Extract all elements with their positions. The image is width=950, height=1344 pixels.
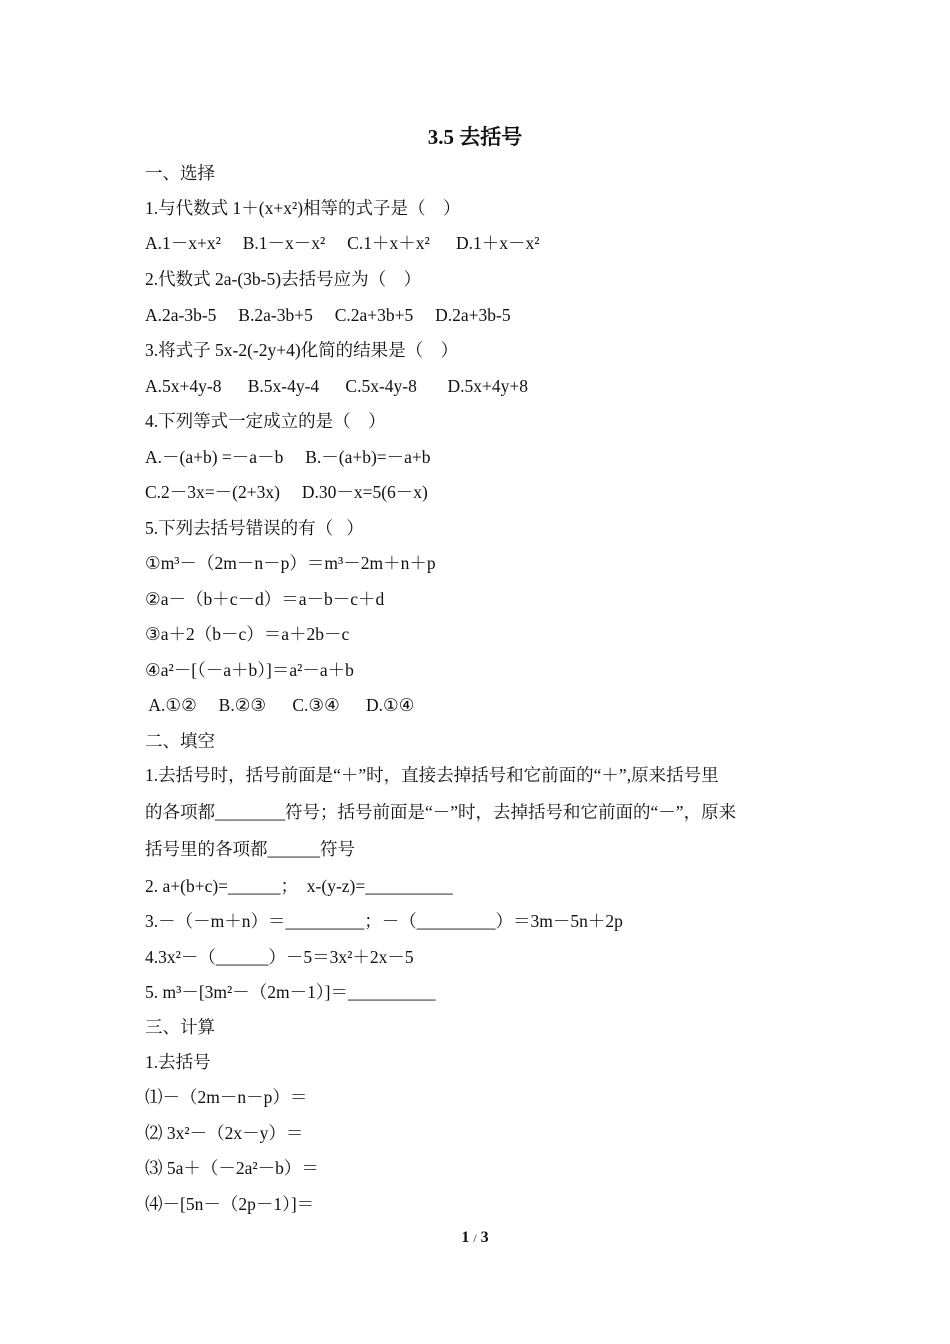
fill-1-line-3: 括号里的各项都______符号 [145, 839, 355, 859]
question-2-options: A.2a-3b-5 B.2a-3b+5 C.2a+3b+5 D.2a+3b-5 [145, 305, 511, 325]
section-heading-fill: 二、填空 [145, 731, 215, 751]
question-3: 3.将式子 5x-2(-2y+4)化简的结果是（ ） [145, 340, 459, 360]
section-heading-calc: 三、计算 [145, 1017, 215, 1037]
question-4-options-ab: A.－(a+b) =－a－b B.－(a+b)=－a+b [145, 447, 431, 467]
question-2: 2.代数式 2a-(3b-5)去括号应为（ ） [145, 269, 422, 289]
fill-5: 5. m³－[3m²－（2m－1）]＝__________ [145, 982, 436, 1002]
section-heading-choice: 一、选择 [145, 163, 215, 183]
fill-2: 2. a+(b+c)=______； x-(y-z)=__________ [145, 876, 453, 896]
fill-3: 3.－（－m＋n）＝_________；－（_________）＝3m－5n＋2p [145, 911, 623, 931]
page-current: 1 [461, 1229, 470, 1246]
page-total: 3 [480, 1229, 489, 1246]
page-title: 3.5 去括号 [427, 125, 523, 149]
page-separator: / [473, 1231, 477, 1245]
question-1-options: A.1－x+x² B.1－x－x² C.1＋x＋x² D.1＋x－x² [145, 233, 540, 253]
calc-1-part-4: ⑷－[5n－（2p－1）]＝ [145, 1194, 315, 1214]
question-5-item-2: ②a－（b＋c－d）＝a－b－c＋d [145, 589, 385, 609]
fill-4: 4.3x²－（______）－5＝3x²＋2x－5 [145, 947, 414, 967]
question-5: 5.下列去括号错误的有（ ） [145, 518, 364, 538]
calc-1-part-3: ⑶ 5a＋（－2a²－b）＝ [145, 1158, 319, 1178]
question-5-options: A.①② B.②③ C.③④ D.①④ [145, 695, 415, 715]
question-5-item-3: ③a＋2（b－c）＝a＋2b－c [145, 624, 350, 644]
calc-1-part-1: ⑴－（2m－n－p）＝ [145, 1087, 308, 1107]
question-5-item-4: ④a²－[（－a＋b）]＝a²－a＋b [145, 660, 354, 680]
question-1: 1.与代数式 1＋(x+x²)相等的式子是（ ） [145, 198, 461, 218]
page-number [0, 1228, 950, 1248]
fill-1-line-1: 1.去括号时，括号前面是“＋”时，直接去掉括号和它前面的“＋”,原来括号里 [145, 765, 719, 785]
question-5-item-1: ①m³－（2m－n－p）＝m³－2m＋n＋p [145, 553, 436, 573]
question-3-options: A.5x+4y-8 B.5x-4y-4 C.5x-4y-8 D.5x+4y+8 [145, 376, 528, 396]
calc-1-part-2: ⑵ 3x²－（2x－y）＝ [145, 1123, 304, 1143]
question-4: 4.下列等式一定成立的是（ ） [145, 411, 386, 431]
fill-1-line-2: 的各项都________符号；括号前面是“－”时，去掉括号和它前面的“－”，原来 [145, 802, 737, 822]
question-4-options-cd: C.2－3x=－(2+3x) D.30－x=5(6－x) [145, 482, 428, 502]
calc-1: 1.去括号 [145, 1052, 211, 1072]
